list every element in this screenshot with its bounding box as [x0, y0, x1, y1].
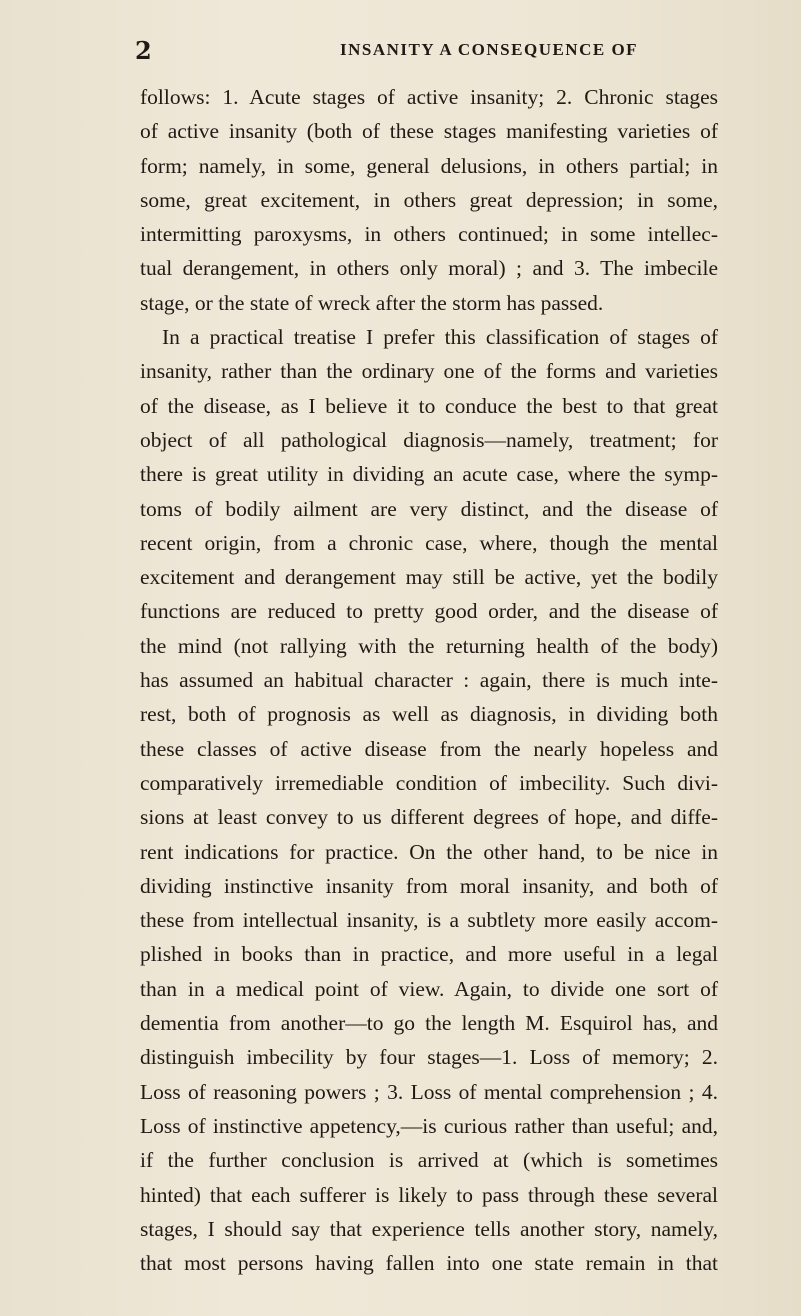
text-line: In a practical treatise I prefer this classification of stages of: [162, 325, 718, 350]
text-line: of the disease, as I believe it to conduce the best to that great: [140, 393, 718, 418]
text-line: there is great utility in dividing an acute case, where the symp-: [140, 462, 718, 487]
text-line: some, great excitement, in others great depression; in some,: [140, 187, 718, 212]
text-line: these classes of active disease from the nearly hopeless and: [140, 736, 718, 761]
text-line: these from intellectual insanity, is a subtlety more easily accom-: [140, 908, 718, 933]
text-line: tual derangement, in others only moral) ; and 3. The imbecile: [140, 256, 718, 281]
text-line: form; namely, in some, general delusions, in others partial; in: [140, 153, 718, 178]
text-line: stage, or the state of wreck after the storm has passed.: [140, 290, 604, 315]
text-line: functions are reduced to pretty good order, and the disease of: [140, 599, 718, 624]
page-header: [135, 36, 741, 66]
text-line: if the further conclusion is arrived at (which is sometimes: [140, 1148, 718, 1173]
text-line: insanity, rather than the ordinary one of the forms and varieties: [140, 359, 718, 384]
text-line: stages, I should say that experience tells another story, namely,: [140, 1216, 718, 1241]
text-line: toms of bodily ailment are very distinct, and the disease of: [140, 496, 718, 521]
text-line: hinted) that each sufferer is likely to pass through these several: [140, 1182, 718, 1207]
text-line: of active insanity (both of these stages manifesting varieties of: [140, 119, 718, 144]
text-line: the mind (not rallying with the returning health of the body): [140, 633, 718, 658]
page-number: 2: [135, 36, 152, 65]
text-line: recent origin, from a chronic case, where, though the mental: [140, 530, 718, 555]
text-line: excitement and derangement may still be active, yet the bodily: [140, 565, 718, 590]
text-line: follows: 1. Acute stages of active insanity; 2. Chronic stages: [140, 85, 718, 109]
text-line: has assumed an habitual character : again, there is much inte-: [140, 668, 718, 693]
text-line: intermitting paroxysms, in others continued; in some intellec-: [140, 222, 718, 247]
text-line: comparatively irremediable condition of imbecility. Such divi-: [140, 770, 718, 795]
text-line: object of all pathological diagnosis—namely, treatment; for: [140, 427, 718, 452]
text-line: plished in books than in practice, and more useful in a legal: [140, 942, 718, 967]
text-line: Loss of instinctive appetency,—is curious rather than useful; and,: [140, 1113, 718, 1138]
text-line: dividing instinctive insanity from moral insanity, and both of: [140, 873, 718, 898]
text-line: rent indications for practice. On the other hand, to be nice in: [140, 839, 718, 864]
text-line: sions at least convey to us different degrees of hope, and diffe-: [140, 805, 718, 830]
text-line: rest, both of prognosis as well as diagnosis, in dividing both: [140, 702, 718, 727]
text-line: Loss of reasoning powers ; 3. Loss of mental comprehension ; 4.: [140, 1079, 718, 1104]
text-line: than in a medical point of view. Again, to divide one sort of: [140, 976, 718, 1001]
body-text: [140, 80, 718, 1280]
text-line: distinguish imbecility by four stages—1. Loss of memory; 2.: [140, 1045, 718, 1070]
text-line: dementia from another—to go the length M. Esquirol has, and: [140, 1011, 718, 1036]
text-line: that most persons having fallen into one state remain in that: [140, 1251, 718, 1276]
running-head: INSANITY A CONSEQUENCE OF: [340, 40, 639, 59]
